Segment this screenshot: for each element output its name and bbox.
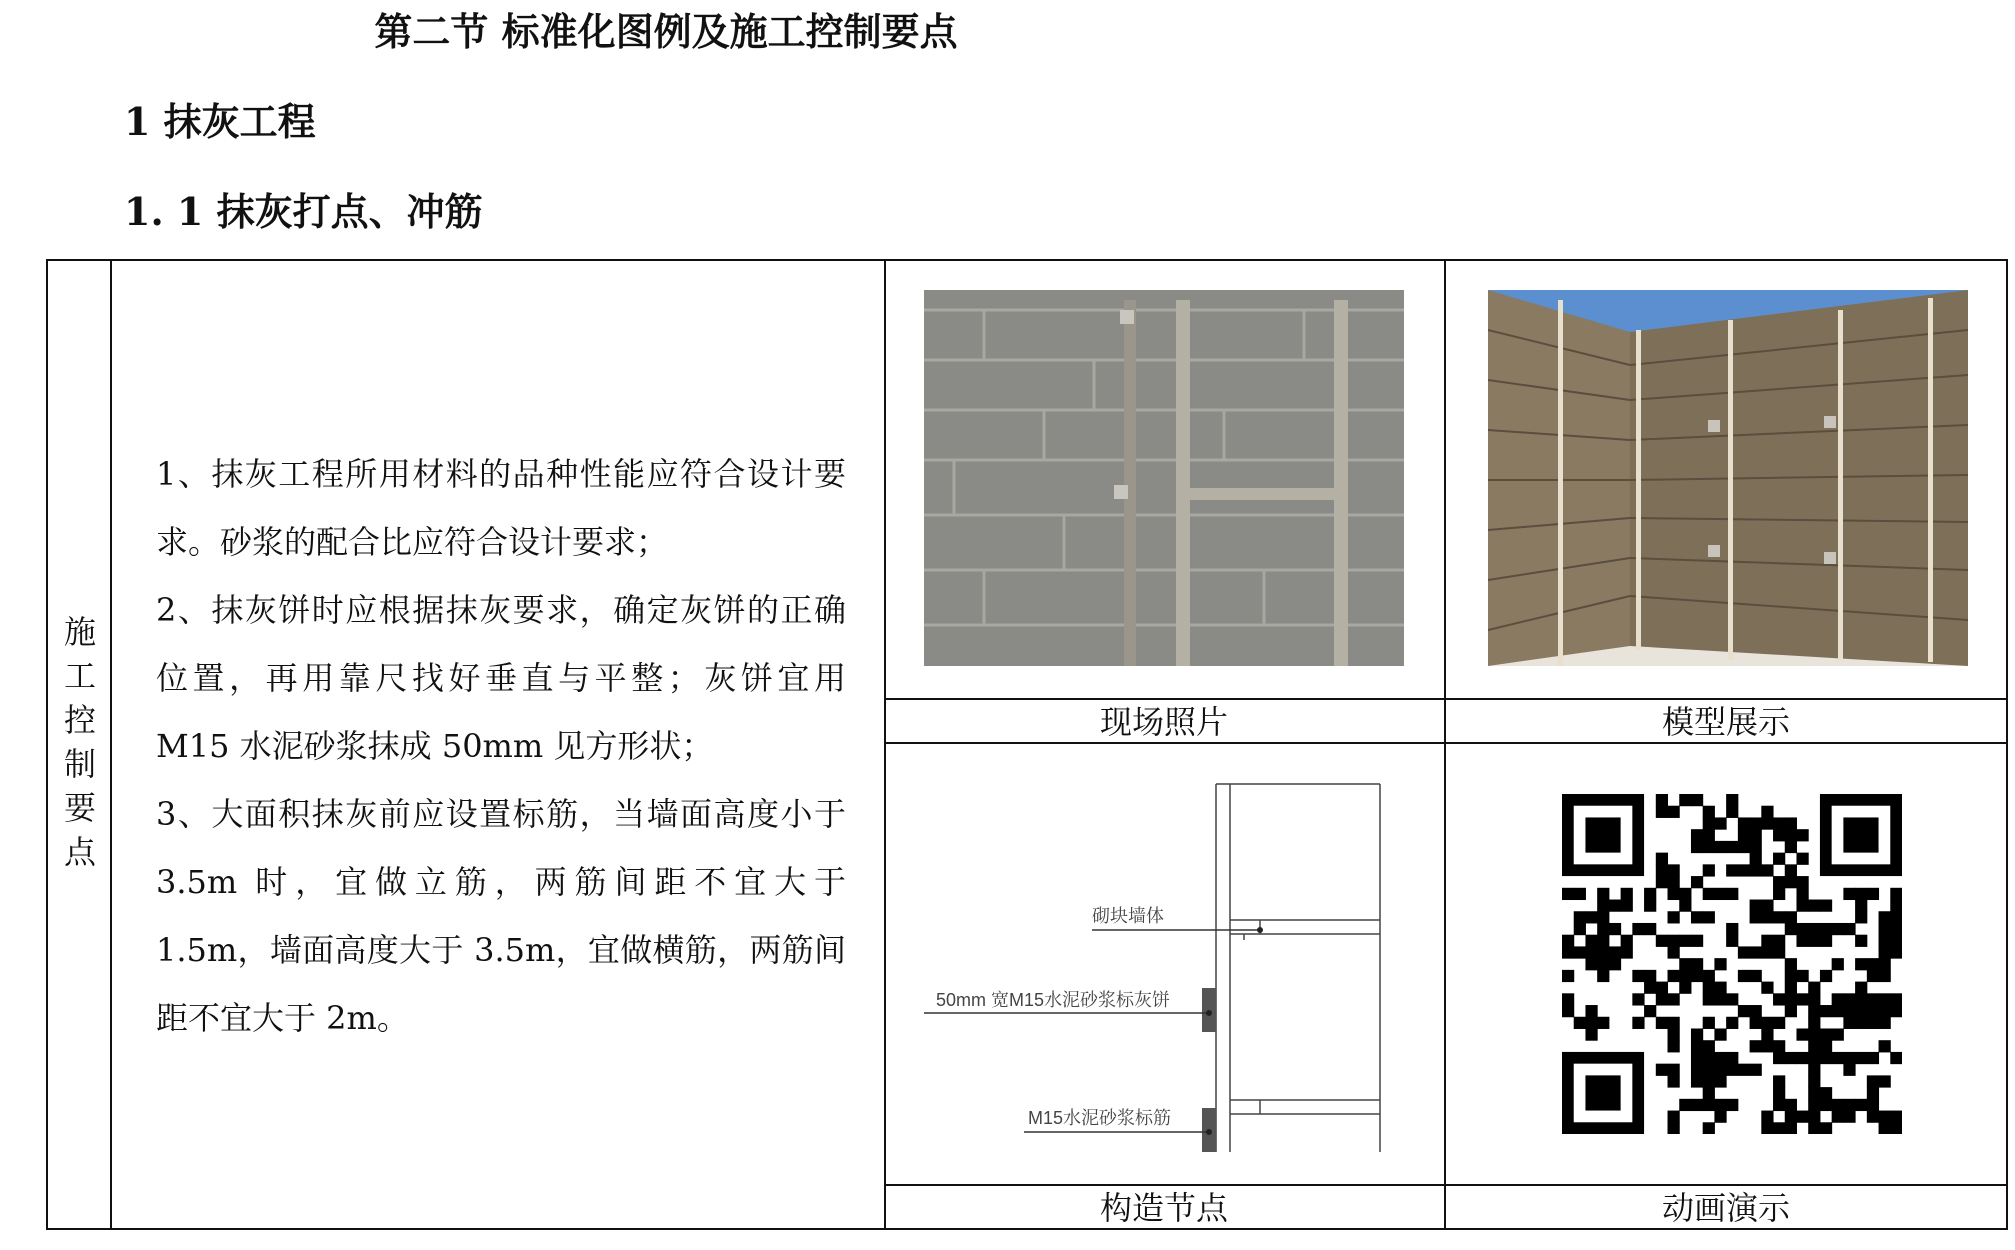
- qr-code[interactable]: [1562, 794, 1902, 1134]
- caption-model: 模型展示: [1661, 703, 1790, 741]
- site-photo: [924, 290, 1404, 666]
- table-divider: [884, 1184, 2008, 1186]
- diagram-label-cake: 50mm 宽M15水泥砂浆标灰饼: [936, 990, 1171, 1010]
- requirement-item: 1、抹灰工程所用材料的品种性能应符合设计要求。砂浆的配合比应符合设计要求；: [156, 455, 846, 561]
- requirement-item: 2、抹灰饼时应根据抹灰要求，确定灰饼的正确位置，再用靠尺找好垂直与平整；灰饼宜用 M15 水泥砂浆抹成 50mm 见方形状；: [156, 591, 846, 765]
- table-divider: [884, 698, 2008, 700]
- heading-plastering: 1 抹灰工程: [124, 99, 316, 144]
- table-divider: [884, 259, 886, 1230]
- requirement-item: 3、大面积抹灰前应设置标筋，当墙面高度小于 3.5m 时，宜做立筋，两筋间距不宜大于 1.5m，墙面高度大于 3.5m，宜做横筋，两筋间距不宜大于 2m。: [156, 795, 846, 1037]
- heading-marking-ribs: 1. 1 抹灰打点、冲筋: [124, 189, 483, 234]
- diagram-label-rib: M15水泥砂浆标筋: [1028, 1108, 1172, 1128]
- caption-detail: 构造节点: [1099, 1189, 1228, 1227]
- construction-detail-diagram: [924, 780, 1404, 1160]
- table-divider: [1444, 259, 1446, 1230]
- diagram-label-wall: 砌块墙体: [1092, 906, 1164, 926]
- requirements-text: [156, 440, 846, 1052]
- model-render: [1488, 290, 1968, 666]
- section-title: 第二节 标准化图例及施工控制要点: [374, 9, 958, 54]
- side-label-control-points: 施 工 控 制 要 点: [63, 613, 96, 871]
- caption-site-photo: 现场照片: [1099, 703, 1228, 741]
- caption-animation: 动画演示: [1661, 1189, 1790, 1227]
- table-divider: [884, 742, 2008, 744]
